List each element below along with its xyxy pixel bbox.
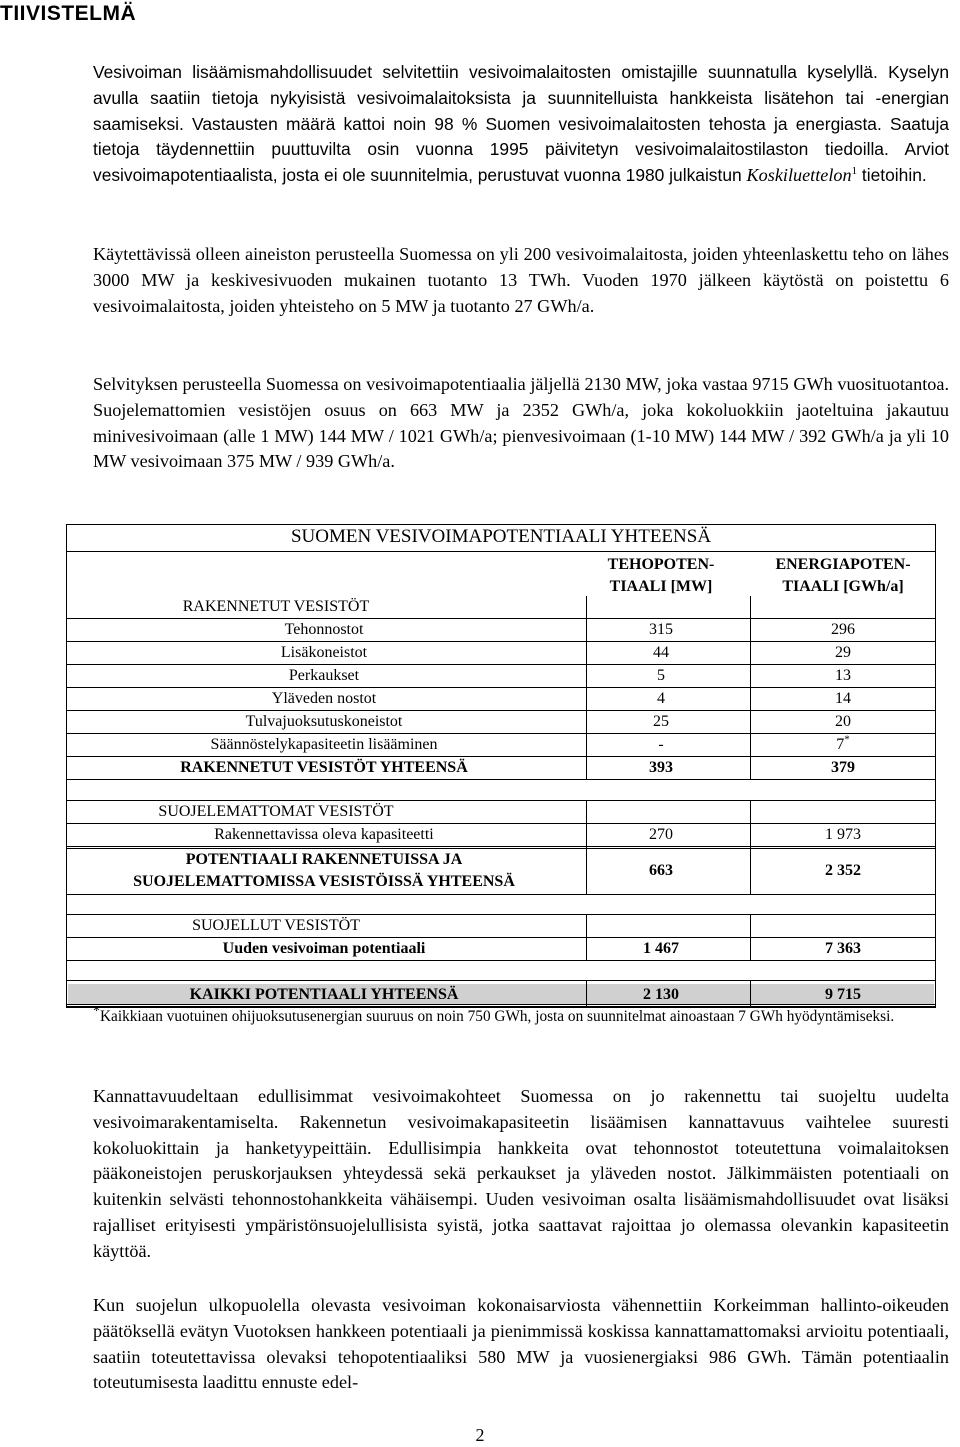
potential-label-line1: POTENTIAALI RAKENNETUISSA JA — [185, 851, 463, 868]
row-gwh: 296 — [831, 621, 855, 638]
koskiluettelo-title: Koskiluettelon — [746, 165, 852, 186]
row-label: Tulvajuoksutuskoneistot — [245, 713, 403, 730]
table-rule — [66, 779, 936, 780]
row-mw: 1 467 — [643, 940, 679, 957]
table-row — [66, 734, 936, 756]
row-label: Rakennettavissa oleva kapasiteetti — [214, 826, 434, 843]
page-heading: TIIVISTELMÄ — [0, 2, 137, 25]
potential-label — [66, 849, 582, 893]
row-gwh: 379 — [831, 759, 855, 776]
column-divider — [750, 801, 751, 894]
row-mw: 5 — [657, 667, 665, 684]
row-gwh: 20 — [835, 713, 851, 730]
column-divider — [586, 801, 587, 894]
paragraph-current-plants: Käytettävissä olleen aineiston perusteella Suomessa on yli 200 vesivoimalaitosta, joiden yhteenlaskettu teho on lähes 3000 MW ja keskivesivuoden mukainen tuotanto 13 TWh. Vuoden 1970 jälkeen käytöstä on poistettu 6 vesivoimalaitosta, joiden yhteisteho on 5 MW ja tuotanto 27 GWh/a. — [93, 244, 949, 316]
col-header-mw-line1: TEHOPOTEN- — [607, 556, 715, 573]
row-gwh: 29 — [835, 644, 851, 661]
table-row — [66, 711, 936, 733]
col-header-gwh-line1: ENERGIAPOTEN- — [775, 556, 911, 573]
section-label: SUOJELLUT VESISTÖT — [192, 917, 360, 934]
row-label: Perkaukset — [288, 667, 360, 684]
table-footnote — [93, 1003, 949, 1027]
row-label: Yläveden nostot — [271, 690, 377, 707]
section-header-built — [66, 596, 936, 618]
row-label: KAIKKI POTENTIAALI YHTEENSÄ — [189, 986, 459, 1003]
potential-table — [66, 524, 936, 1008]
row-mw: 25 — [653, 713, 669, 730]
column-divider — [586, 596, 587, 779]
table-row — [66, 642, 936, 664]
row-label: Lisäkoneistot — [280, 644, 368, 661]
potential-label-line2: SUOJELEMATTOMISSA VESISTÖISSÄ YHTEENSÄ — [133, 873, 515, 890]
reference-superscript: 1 — [851, 165, 858, 178]
table-row-protected — [66, 938, 936, 960]
col-header-mw-line2: TIAALI [MW] — [609, 578, 713, 595]
paragraph-profitability: Kannattavuudeltaan edullisimmat vesivoimakohteet Suomessa on jo rakennettu tai suojeltu uudelta vesivoimarakentamiselta. Rakennetun vesivoimakapasiteetin lisäämisen kannattavuus vaihtelee suuresti kokoluokittain ja hanketyypeittäin. Edullisimpia hankkeita ovat tehonnostot toteutettuna voimalaitoksen pääkoneistojen peruskorjauksen yhteydessä sekä perkaukset ja yläveden nostot. Jälkimmäisten potentiaali on kuitenkin selvästi tehonnostohankkeita vähäisempi. Uuden vesivoiman osalta lisäämismahdollisuudet ovat lisäksi rajalliset erityisesti ympäristönsuojelullisista syistä, jotka saattavat rajoittaa jo olemassa olevankin kapasiteetin käyttöä. — [93, 1086, 949, 1261]
row-mw: 315 — [649, 621, 673, 638]
table-row — [66, 824, 936, 846]
footnote-asterisk: * — [93, 1003, 100, 1019]
column-divider — [750, 915, 751, 960]
row-mw: 44 — [653, 644, 669, 661]
intro-sans-text-2: Vastausten määrä kattoi noin 98 % Suomen vesivoimalaitosten tehosta ja energiasta. Saatuja tietoja täydennettiin puuttuvilta osin vuonna 1995 päivitetyn vesivoimalaitostilaston tiedoilla. Arviot vesivoimapotentiaalista, josta ei ole suunnitelmia, perustuvat vuonna 1980 julkaistun — [93, 113, 949, 186]
row-mw: - — [658, 736, 664, 753]
column-divider — [750, 980, 751, 1007]
section-header-unprotected — [66, 801, 936, 823]
row-label: RAKENNETUT VESISTÖT YHTEENSÄ — [180, 759, 468, 776]
table-title: SUOMEN VESIVOIMAPOTENTIAALI YHTEENSÄ — [290, 526, 712, 547]
footnote-marker: * — [844, 733, 850, 746]
paragraph-vuotos: Kun suojelun ulkopuolella olevasta vesivoiman kokonaisarviosta vähennettiin Korkeimman hallinto-oikeuden päätöksellä evätyn Vuotoksen hankkeen potentiaali ja pienimmissä koskissa kannattamattomaksi arvioitu potentiaali, saatiin toteutettavissa olevaksi tehopotentiaaliksi 580 MW ja vuosienergiaksi 986 GWh. Tämän potentiaalin toteutumisesta laadittu ennuste edel- — [93, 1295, 949, 1393]
row-mw: 4 — [657, 690, 665, 707]
column-divider — [586, 980, 587, 1007]
col-header-gwh — [750, 554, 936, 598]
intro-sans-text-1: Vesivoiman lisäämismahdollisuudet selvitettiin vesivoimalaitosten omistajille suunnatulla kyselyllä. Kyselyn avulla saatiin tietoja nykyisistä vesivoimalaitoksista ja suunnitelluista hankkeista lisätehon tai -energian saamiseksi. — [93, 62, 949, 134]
table-row — [66, 688, 936, 710]
paragraph-intro — [93, 60, 949, 189]
row-label: Säännöstelykapasiteetin lisääminen — [210, 736, 438, 753]
row-gwh-value: 7 — [836, 736, 845, 753]
row-label: Tehonnostot — [284, 621, 364, 638]
column-divider — [750, 596, 751, 779]
potential-gwh: 2 352 — [825, 862, 861, 879]
potential-mw: 663 — [649, 862, 673, 879]
section-label: SUOJELEMATTOMAT VESISTÖT — [158, 803, 394, 820]
table-rule — [66, 980, 936, 981]
row-gwh: 1 973 — [825, 826, 861, 843]
col-header-mw — [586, 554, 736, 598]
row-gwh: 7 363 — [825, 940, 861, 957]
col-header-gwh-line2: TIAALI [GWh/a] — [782, 578, 904, 595]
row-gwh — [750, 734, 936, 756]
table-rule — [66, 894, 936, 895]
table-row-grand-total — [66, 984, 936, 1006]
table-row-total-built — [66, 757, 936, 779]
table-row — [66, 619, 936, 641]
table-row — [66, 665, 936, 687]
row-gwh: 14 — [835, 690, 851, 707]
paragraph-remaining-potential: Selvityksen perusteella Suomessa on vesivoimapotentiaalia jäljellä 2130 MW, joka vastaa 9715 GWh vuosituotantoa. Suojelemattomien vesistöjen osuus on 663 MW ja 2352 GWh/a, joka kokoluokkiin jaoteltuina jakautuu minivesivoimaan (alle 1 MW) 144 MW / 1021 GWh/a; pienvesivoimaan (1-10 MW) 144 MW / 392 GWh/a ja yli 10 MW vesivoimaan 375 MW / 939 GWh/a. — [93, 374, 949, 472]
table-rule — [66, 960, 936, 961]
table-rule — [66, 551, 936, 552]
section-label: RAKENNETUT VESISTÖT — [182, 598, 370, 615]
section-header-protected — [66, 915, 936, 937]
row-gwh: 9 715 — [825, 986, 861, 1003]
row-mw: 393 — [649, 759, 673, 776]
row-gwh: 13 — [835, 667, 851, 684]
row-mw: 2 130 — [643, 986, 679, 1003]
row-mw: 270 — [649, 826, 673, 843]
footnote-text: Kaikkiaan vuotuinen ohijuoksutusenergian suuruus on noin 750 GWh, josta on suunnitelmat ainoastaan 7 GWh hyödyntämiseksi. — [100, 1008, 895, 1025]
row-label: Uuden vesivoiman potentiaali — [222, 940, 426, 957]
column-divider — [586, 915, 587, 960]
page-number: 2 — [475, 1425, 485, 1445]
intro-sans-text-3: tietoihin. — [857, 165, 927, 186]
